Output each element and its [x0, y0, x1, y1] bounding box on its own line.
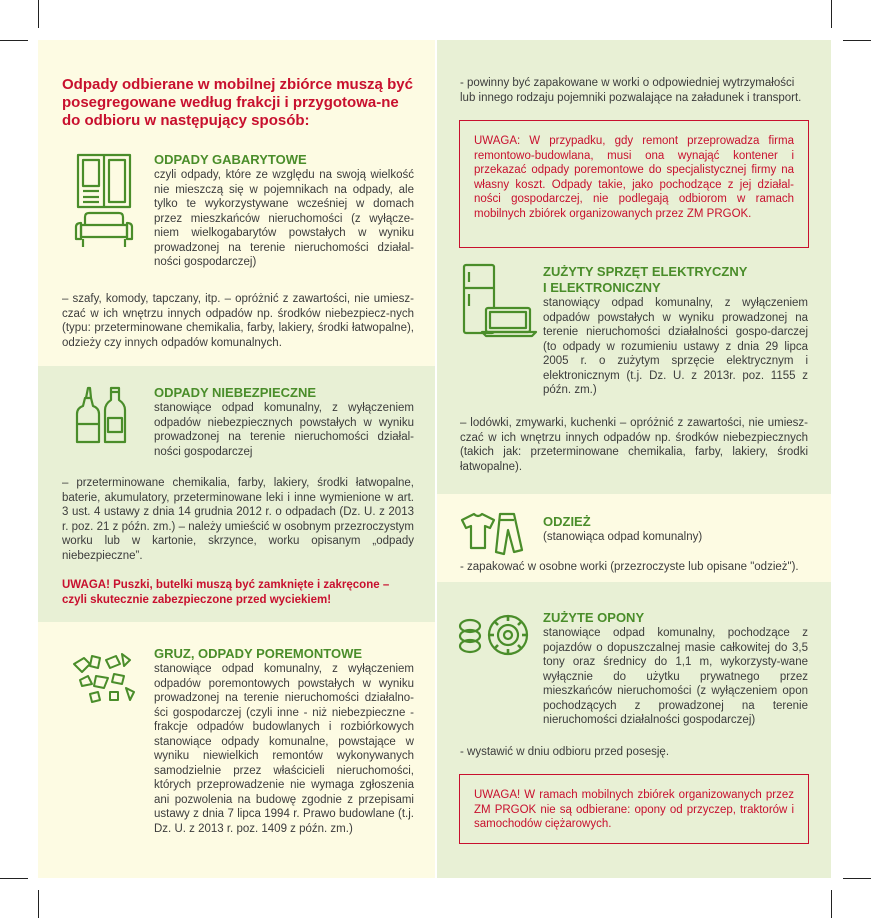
warning-niebezpieczne: UWAGA! Puszki, butelki muszą być zamknięte i zakręcone – czyli skutecznie zabezpieczone przed wyciekiem!: [62, 579, 390, 606]
section-title-opony: ZUŻYTE OPONY: [543, 610, 645, 625]
wardrobe-sofa-icon: [73, 153, 135, 253]
section-title-elektro: ZUŻYTY SPRZĘT ELEKTRYCZNY: [543, 264, 748, 279]
section-desc-opony: stanowiące odpad komunalny, pochodzące z pojazdów o dopuszczalnej masie całkowitej do 3,5 tony oraz średnicy do 1,1 m, wykorzysty-wane wyłącznie do użytku prywatnego przez mieszkańców nieruchomości (z wyłączeniem opon pochodzących z prowadzonej na terenie nieruchomości działalności gospodarczej): [543, 627, 808, 726]
section-desc-elektro: stanowiący odpad komunalny, z wyłączeniem odpadów powstałych w wyniku prowadzonej na terenie nieruchomości działalności gospo-darczej (to odpady w rozumieniu ustawy z dnia 29 lipca 2005 r. o zużytym sprzęcie elektrycznym i elektronicznym (t.j. Dz. U. z 2013r. poz. 1155 z późn. zm.): [543, 297, 808, 396]
crop-mark: [38, 890, 39, 918]
section-note-elektro: – lodówki, zmywarki, kuchenki – opróżnić z zawartości, nie umiesz-czać w ich wnętrzu innych odpadów np. środków niebezpiecznych (takich jak: przeterminowane chemikalia, farby, lakiery, środki łatwopalne).: [460, 417, 808, 473]
section-title-niebezpieczne: ODPADY NIEBEZPIECZNE: [154, 385, 317, 400]
section-note-odziez: - zapakować w osobne worki (przezroczyste lub opisane "odzież").: [460, 561, 799, 573]
tires-icon: [456, 608, 530, 658]
section-note-opony: - wystawić w dniu odbioru przed posesję.: [460, 746, 670, 758]
section-desc-niebezpieczne: stanowiące odpad komunalny, z wyłączeniem odpadów niebezpiecznych powstałych w wyniku prowadzonej na terenie nieruchomości działal-ności gospodarczej: [154, 402, 414, 458]
crop-mark: [0, 40, 28, 41]
section-note-niebezpieczne: – przeterminowane chemikalia, farby, lakiery, środki łatwopalne, baterie, akumulatory, przeterminowane leki i inne wymienione w art. 3 ust. 4 ustawy z dnia 14 grudnia 2012 r. o odpadach (Dz. U. z 2013 r. poz. 21 z późn. zm.) – należy umieścić w osobnym przezroczystym worku lub w kartonie, skrzynce, worku opisanym „odpady niebezpieczne”.: [62, 477, 414, 562]
section-desc-gruz: stanowiące odpad komunalny, z wyłączeniem odpadów poremontowych powstałych w wyniku prowadzonej na terenie nieruchomości działalno-ści gospodarczej (czyli inne - niż niebezpieczne - frakcje odpadów budowlanych i rozbiórkowych stanowiące odpady komunalne, powstające w wyniku niewielkich remontów wykonywanych samodzielnie przez właścicieli nieruchomości, których przeprowadzenie nie wymaga zgłoszenia ani pozwolenia na budowę zgodnie z przepisami ustawy z dnia 7 lipca 1994 r. Prawo budowlane (t.j. Dz. U. z 2013 r. poz. 1409 z późn. zm.): [154, 663, 414, 835]
rubble-icon: [70, 650, 140, 706]
section-note-gabarytowe: – szafy, komody, tapczany, itp. – opróżnić z zawartości, nie umiesz-czać w ich wnętrzu innych odpadów np. środków niebezpiecz-nych (typu: przeterminowane chemikalia, farby, lakiery, środki łatwopalne), odzieży czy innych odpadów komunalnych.: [62, 293, 414, 349]
crop-mark: [38, 0, 39, 28]
crop-mark: [831, 0, 832, 28]
section-title-gruz: GRUZ, ODPADY POREMONTOWE: [154, 646, 363, 661]
warning-opony: UWAGA! W ramach mobilnych zbiórek organizowanych przez ZM PRGOK nie są odbierane: opony od przyczep, traktorów i samochodów ciężarowych.: [474, 789, 794, 830]
crop-mark: [843, 878, 871, 879]
section-title-odziez: ODZIEŻ: [543, 514, 591, 529]
bottles-icon: [73, 384, 129, 446]
crop-mark: [843, 40, 871, 41]
section-desc-odziez: (stanowiąca odpad komunalny): [543, 531, 703, 543]
section-title-elektro-line2: I ELEKTRONICZNY: [543, 280, 661, 295]
intro-heading: Odpady odbierane w mobilnej zbiórce muszą być posegregowane według frakcji i przygotowa-ne do odbioru w następujący sposób:: [62, 76, 413, 129]
crop-mark: [0, 878, 28, 879]
section-note-gruz: - powinny być zapakowane w worki o odpowiedniej wytrzymałości lub innego rodzaju pojemniki pozwalające na załadunek i transport.: [460, 77, 802, 104]
warning-gruz: UWAGA: W przypadku, gdy remont przeprowadza firma remontowo-budowlana, musi ona wynająć kontener i przekazać odpady poremontowe do specjalistycznej firmy na własny koszt. Odpady takie, jako pochodzące z jej działal-ności gospodarczej, nie podlegają odbiorom w ramach mobilnych zbiórek organizowanych przez ZM PRGOK.: [474, 135, 794, 220]
section-title-gabarytowe: ODPADY GABARYTOWE: [154, 152, 307, 167]
crop-mark: [831, 890, 832, 918]
fridge-laptop-icon: [460, 262, 540, 338]
section-desc-gabarytowe: czyli odpady, które ze względu na swoją wielkość nie mieszczą się w pojemnikach na odpady, ale tylko te wykorzystywane wcześniej w domach przez mieszkańców nieruchomości (z wyłącze-niem wielkogabarytów powstałych w wyniku prowadzonej na terenie nieruchomości działal-ności gospodarczej): [154, 169, 414, 268]
clothing-icon: [458, 510, 526, 556]
